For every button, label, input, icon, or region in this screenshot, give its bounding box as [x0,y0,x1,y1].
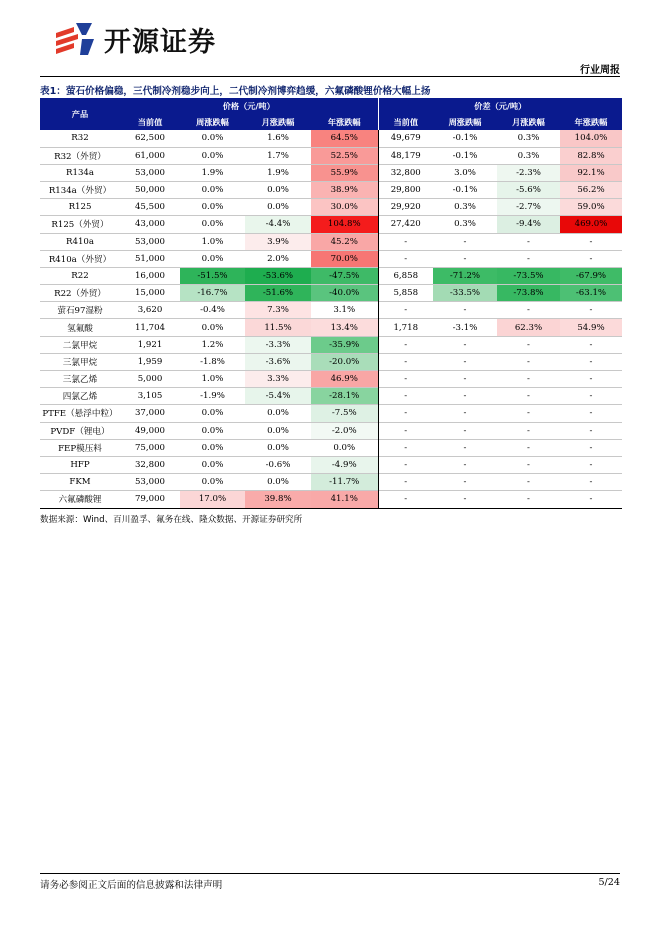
table-cell: 49,679 [378,130,433,147]
table-cell: -2.0% [311,422,378,439]
table-cell: 469.0% [560,216,622,233]
table-cell: 29,800 [378,181,433,198]
table-cell: -73.5% [497,267,560,284]
product-name: PTFE（悬浮中粒） [42,409,118,420]
table-cell: - [527,460,530,471]
table-cell: 1.9% [267,167,289,178]
table-cell: - [527,253,530,264]
table-cell: 0.0% [201,442,224,453]
col-header: 当前值 [378,114,433,130]
table-cell: 70.0% [311,250,378,267]
brand-name: 开源证券 [104,26,216,58]
table-cell: -7.5% [311,405,378,422]
product-name: FKM [69,477,91,488]
table-row [40,456,622,473]
table-cell: 51,000 [134,253,166,264]
table-cell: -2.7% [497,199,560,216]
table-cell: 15,000 [134,288,166,299]
price-table [40,98,622,509]
table-cell: -0.1% [452,150,478,161]
table-cell: 0.0% [267,185,289,196]
table-cell: -5.4% [245,388,311,405]
table-cell: - [527,305,530,316]
product-name: R22（外贸） [54,289,106,300]
table-body [40,130,622,508]
table-cell: 52.5% [311,147,378,164]
table-cell: 0.0% [201,460,224,471]
table-cell: 30.0% [311,199,378,216]
table-cell: - [527,356,530,367]
table-cell: - [589,356,593,367]
table-cell: - [463,442,467,453]
table-cell: 0.0% [201,219,224,230]
table-cell: - [378,456,433,473]
table-cell: 1,921 [137,339,163,350]
product-header: 产品 [40,98,120,130]
table-cell: 0.0% [201,133,224,144]
table-cell: 0.0% [267,442,289,453]
table-cell: - [378,405,433,422]
table-cell: 0.3% [517,133,540,144]
col-header: 月涨跌幅 [497,114,560,130]
table-cell: - [378,422,433,439]
table-cell: 3,620 [137,305,163,316]
table-cell: -11.7% [311,474,378,491]
product-name: 三氯乙烯 [62,375,98,386]
table-cell: - [378,353,433,370]
table-cell: 0.0% [201,425,224,436]
table-cell: 41.1% [311,491,378,508]
table-cell: 0.0% [201,408,224,419]
table-row [40,422,622,439]
table-cell: 1.6% [267,133,289,144]
table-cell: 1.0% [201,374,224,385]
table-cell: -51.5% [180,267,245,284]
table-cell: 0.0% [201,477,224,488]
table-cell: - [378,474,433,491]
table-cell: 3.0% [454,167,476,178]
table-cell: 6,858 [378,267,433,284]
table-cell: - [378,250,433,267]
table-cell: - [378,336,433,353]
table-cell: 16,000 [134,270,166,281]
page-number: 5/24 [598,877,620,888]
table-cell: - [463,460,467,471]
table-cell: - [589,374,593,385]
col-header: 月涨跌幅 [245,114,311,130]
table-cell: 2.0% [267,253,289,264]
spread-group-header: 价差（元/吨） [378,98,622,114]
table-cell: -16.7% [180,285,245,302]
table-cell: 0.0% [267,477,289,488]
table-cell: 38.9% [311,181,378,198]
product-name: R32（外贸） [54,151,106,162]
product-name: R134a [66,167,94,178]
table-cell: 54.9% [560,319,622,336]
col-header: 当前值 [120,114,180,130]
table-row [40,474,622,491]
table-cell: 55.9% [311,164,378,181]
table-cell: 104.0% [560,130,622,147]
product-name: FEP模压料 [58,443,102,454]
product-name: HFP [70,460,90,471]
table-cell: -3.3% [245,336,311,353]
table-cell: - [378,439,433,456]
table-cell: -5.6% [497,181,560,198]
table-cell: - [589,391,593,402]
table-cell: 3.1% [333,305,356,316]
table-row [40,267,622,284]
table-cell: -4.9% [311,456,378,473]
col-header: 周涨跌幅 [180,114,245,130]
table-cell: 53,000 [134,477,166,488]
table-row [40,439,622,456]
table-cell: - [378,371,433,388]
table-cell: - [463,374,467,385]
table-cell: - [589,339,593,350]
table-row [40,164,622,181]
table-cell: 0.0% [201,150,224,161]
table-cell: -28.1% [311,388,378,405]
table-cell: -73.8% [497,285,560,302]
table-cell: 48,179 [378,147,433,164]
col-header: 年涨跌幅 [560,114,622,130]
table-cell: -67.9% [560,267,622,284]
report-type-label: 行业周报 [580,65,620,76]
table-cell: 62.3% [497,319,560,336]
table-cell: - [527,408,530,419]
product-name: R32 [71,133,89,144]
table-cell: - [463,477,467,488]
table-cell: 0.0% [201,202,224,213]
table-row [40,285,622,302]
header-divider [40,76,620,77]
table-cell: 62,500 [134,133,166,144]
table-cell: - [463,425,467,436]
table-cell: 1.0% [201,236,224,247]
table-cell: - [378,233,433,250]
table-cell: 3.9% [245,233,311,250]
table-cell: -47.5% [311,267,378,284]
table-cell: 0.0% [267,202,289,213]
product-name: R125 [68,202,92,213]
table-cell: 32,800 [378,164,433,181]
table-cell: -53.6% [245,267,311,284]
product-name: PVDF（锂电） [50,426,110,437]
footer-divider [40,873,620,874]
col-header: 年涨跌幅 [311,114,378,130]
table-cell: -3.1% [452,322,478,333]
table-cell: -3.6% [245,353,311,370]
table-cell: - [589,494,593,505]
table-cell: 53,000 [134,236,166,247]
table-cell: - [527,339,530,350]
brand-mark-icon [52,19,98,59]
table-cell: 75,000 [134,442,166,453]
table-cell: -9.4% [497,216,560,233]
table-cell: 45,500 [134,202,166,213]
source-note: 数据来源：Wind、百川盈孚、氟务在线、隆众数据、开源证券研究所 [40,515,303,525]
table-cell: -4.4% [245,216,311,233]
table-cell: -0.1% [452,133,478,144]
table-cell: 92.1% [560,164,622,181]
table-cell: 53,000 [134,167,166,178]
table-cell: 0.0% [201,185,224,196]
table-row [40,353,622,370]
table-cell: - [527,477,530,488]
table-cell: 7.3% [245,302,311,319]
table-cell: 11.5% [245,319,311,336]
table-cell: 3.3% [245,371,311,388]
table-cell: - [463,339,467,350]
table-cell: 5,858 [378,285,433,302]
table-cell: 43,000 [134,219,166,230]
table-cell: - [527,236,530,247]
table-cell: -2.3% [497,164,560,181]
table-cell: 0.0% [267,408,289,419]
product-name: 四氯乙烯 [62,392,98,403]
table-cell: -51.6% [245,285,311,302]
table-cell: 1.9% [201,167,224,178]
product-name: R125（外贸） [51,220,109,231]
table-row [40,147,622,164]
table-cell: 3,105 [137,391,163,402]
table-cell: 0.3% [517,150,540,161]
table-cell: -1.8% [200,356,225,367]
table-cell: 49,000 [134,425,166,436]
table-cell: 1,718 [378,319,433,336]
product-name: R22 [71,270,89,281]
table-row [40,319,622,336]
table-cell: - [463,253,467,264]
product-name: R410a（外贸） [48,254,112,265]
table-cell: - [589,442,593,453]
table-cell: - [589,477,593,488]
table-cell: 104.8% [311,216,378,233]
table-cell: -0.1% [452,185,478,196]
product-name: 萤石97湿粉 [57,306,103,317]
table-cell: -40.0% [311,285,378,302]
col-header: 周涨跌幅 [433,114,497,130]
table-cell: 39.8% [245,491,311,508]
table-cell: - [463,494,467,505]
brand-logo [52,18,216,60]
table-cell: - [589,408,593,419]
table-cell: 17.0% [180,491,245,508]
table-cell: -1.9% [200,391,225,402]
table-cell: 37,000 [134,408,166,419]
table-row [40,491,622,508]
table-cell: -63.1% [560,285,622,302]
table-cell: 11,704 [134,322,166,333]
table-cell: 0.3% [454,202,476,213]
product-name: 二氯甲烷 [62,340,98,351]
table-cell: 50,000 [134,185,166,196]
table-cell: - [527,494,530,505]
table-cell: 32,800 [134,460,166,471]
table-row [40,336,622,353]
table-cell: 0.0% [333,442,356,453]
table-cell: - [589,425,593,436]
table-cell: 0.0% [201,322,224,333]
table-cell: 64.5% [311,130,378,147]
table-cell: 61,000 [134,150,166,161]
product-name: R410a [66,236,94,247]
table-cell: -35.9% [311,336,378,353]
product-name: 氢氟酸 [67,323,93,334]
table-cell: - [463,236,467,247]
table-cell: -0.4% [200,305,225,316]
table-cell: -0.6% [265,460,291,471]
table-cell: 29,920 [378,199,433,216]
table-cell: - [463,408,467,419]
table-cell: 1,959 [137,356,163,367]
table-cell: 45.2% [311,233,378,250]
table-cell: 0.3% [454,219,476,230]
table-row [40,130,622,147]
table-row [40,216,622,233]
table-cell: - [463,356,467,367]
table-row [40,388,622,405]
table-cell: - [463,305,467,316]
table-cell: - [589,460,593,471]
table-cell: 13.4% [311,319,378,336]
table-cell: -20.0% [311,353,378,370]
table-row [40,250,622,267]
table-cell: - [527,442,530,453]
table-cell: 59.0% [560,199,622,216]
table-cell: 5,000 [137,374,163,385]
table-row [40,302,622,319]
table-cell: - [463,391,467,402]
table-row [40,199,622,216]
product-name: 六氟磷酸锂 [58,495,102,506]
table-cell: 27,420 [378,216,433,233]
table-cell: - [527,374,530,385]
disclaimer: 请务必参阅正文后面的信息披露和法律声明 [40,880,223,891]
product-name: 三氯甲烷 [62,357,98,368]
table-cell: 56.2% [560,181,622,198]
table-cell: 79,000 [134,494,166,505]
table-cell: - [589,253,593,264]
table-caption: 表1：萤石价格偏稳，三代制冷剂稳步向上，二代制冷剂博弈趋缓，六氟磷酸锂价格大幅上扬 [40,86,431,97]
table-row [40,371,622,388]
table-cell: - [527,425,530,436]
table-cell: - [378,491,433,508]
table-cell: 0.0% [201,253,224,264]
table-cell: - [378,388,433,405]
table-cell: 1.7% [267,150,289,161]
table-cell: 1.2% [201,339,224,350]
table-cell: 82.8% [560,147,622,164]
table-cell: - [589,236,593,247]
table-cell: -71.2% [433,267,497,284]
table-cell: - [589,305,593,316]
table-cell: - [378,302,433,319]
table-cell: -33.5% [433,285,497,302]
table-row [40,233,622,250]
product-name: R134a（外贸） [48,186,112,197]
table-row [40,181,622,198]
table-cell: - [527,391,530,402]
price-group-header: 价格（元/吨） [120,98,378,114]
table-row [40,405,622,422]
table-cell: 46.9% [311,371,378,388]
table-cell: 0.0% [267,425,289,436]
